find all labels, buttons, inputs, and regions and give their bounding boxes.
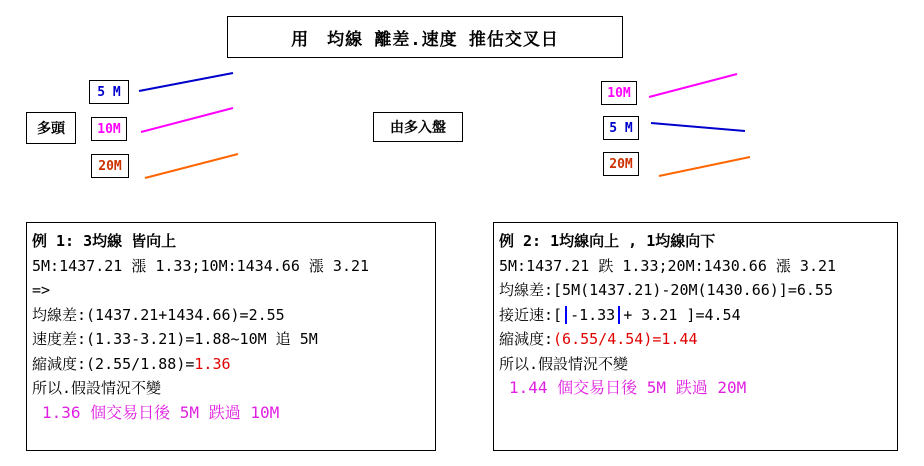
tag-20m-left: 20M [91, 154, 129, 178]
example2-data: 5M:1437.21 跌 1.33;20M:1430.66 漲 3.21 [499, 256, 837, 275]
example1-assumption: 所以.假設情況不變 [32, 379, 162, 397]
abs-bar-left [565, 306, 567, 324]
example1-conclusion: 1.36 個交易日後 5M 跌過 10M [42, 402, 280, 422]
abs-bar-right [618, 306, 620, 324]
example2-approach-label: 接近速:[ [499, 305, 563, 324]
example2-shrink-value: (6.55/4.54)=1.44 [553, 330, 698, 348]
line-5m-right [651, 123, 745, 131]
tag-10m-right: 10M [601, 81, 637, 105]
example1-panel [26, 222, 436, 451]
example2-conclusion: 1.44 個交易日後 5M 跌過 20M [509, 378, 747, 397]
line-5m-left [139, 73, 233, 91]
tag-20m-right: 20M [603, 152, 639, 176]
example2-approach-a: -1.33 [570, 305, 616, 324]
example1-shrink [32, 352, 435, 377]
example1-shrink-value: 1.36 [194, 354, 231, 373]
example1-data: 5M:1437.21 漲 1.33;10M:1434.66 漲 3.21 [32, 256, 370, 275]
line-20m-left [145, 154, 238, 178]
example2-approach-b: + 3.21 ]=4.54 [623, 305, 741, 324]
example1-arrow: => [32, 281, 51, 299]
tag-10m-left: 10M [91, 117, 127, 141]
line-10m-right [649, 74, 737, 97]
example1-speed: 速度差:(1.33-3.21)=1.88~10M 追 5M [32, 330, 318, 348]
example2-spread: 均線差:[5M(1437.21)-20M(1430.66)]=6.55 [499, 281, 833, 299]
tag-5m-left: 5 M [89, 80, 129, 104]
example2-assumption: 所以.假設情況不變 [499, 354, 629, 373]
bull-label: 多頭 [26, 112, 76, 144]
example2-approach [499, 303, 897, 328]
line-20m-right [659, 157, 750, 176]
example1-shrink-label: 縮減度:(2.55/1.88)= [32, 354, 195, 373]
example1-heading: 例 1: 3均線 皆向上 [32, 232, 177, 250]
example2-shrink [499, 327, 897, 352]
example2-heading: 例 2: 1均線向上 , 1均線向下 [499, 232, 716, 250]
tag-5m-right: 5 M [603, 116, 639, 140]
example1-spread: 均線差:(1437.21+1434.66)=2.55 [32, 305, 285, 324]
line-10m-left [141, 108, 233, 132]
example2-shrink-label: 縮減度: [499, 330, 554, 348]
bull-to-range-label: 由多入盤 [373, 112, 463, 142]
page-title: 用 均線 離差.速度 推估交叉日 [227, 16, 623, 58]
example2-panel [493, 222, 898, 451]
